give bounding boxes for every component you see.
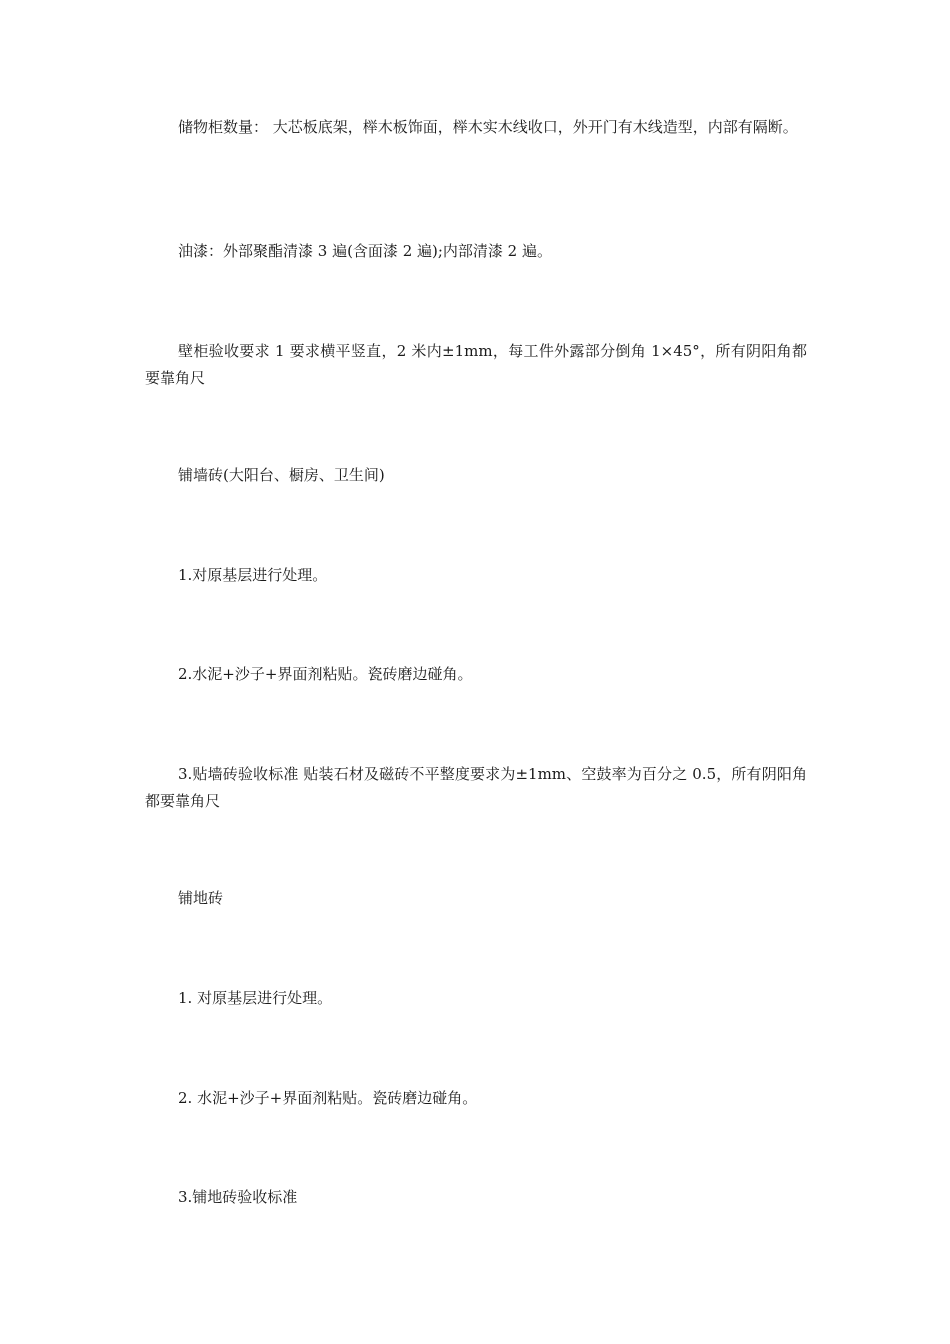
wall-tile-step-2: 2.水泥+沙子+界面剂粘贴。瓷砖磨边碰角。 bbox=[178, 665, 473, 683]
paragraph-cabinet-acceptance: 壁柜验收要求 1 要求横平竖直，2 米内±1mm，每工件外露部分倒角 1×45°，所有阴阳角都要靠角尺 bbox=[145, 342, 807, 387]
wall-tile-step-3: 3.贴墙砖验收标准 贴装石材及磁砖不平整度要求为±1mm、空鼓率为百分之 0.5，所有阴阳角都要靠角尺 bbox=[145, 765, 807, 810]
floor-tile-step-3: 3.铺地砖验收标准 bbox=[178, 1188, 298, 1206]
paragraph-paint: 油漆：外部聚酯清漆 3 遍(含面漆 2 遍);内部清漆 2 遍。 bbox=[178, 242, 552, 260]
paragraph-storage-cabinet: 储物柜数量： 大芯板底架，榉木板饰面，榉木实木线收口，外开门有木线造型，内部有隔断。 bbox=[178, 118, 798, 136]
heading-wall-tile: 铺墙砖(大阳台、橱房、卫生间) bbox=[178, 466, 385, 484]
floor-tile-step-1: 1. 对原基层进行处理。 bbox=[178, 989, 333, 1007]
floor-tile-step-2: 2. 水泥+沙子+界面剂粘贴。瓷砖磨边碰角。 bbox=[178, 1089, 478, 1107]
wall-tile-step-1: 1.对原基层进行处理。 bbox=[178, 566, 328, 584]
heading-floor-tile: 铺地砖 bbox=[178, 889, 224, 907]
